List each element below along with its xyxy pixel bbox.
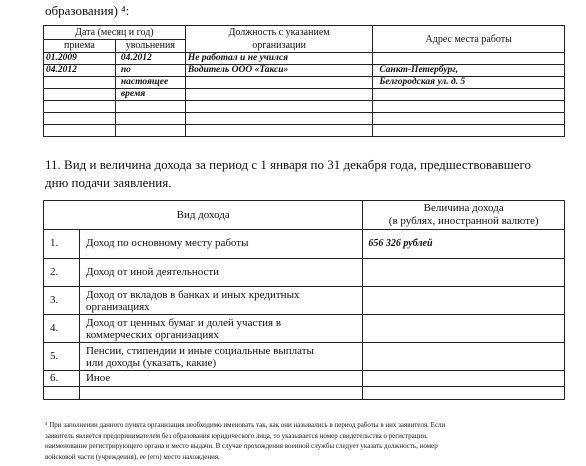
header-dates: Дата (месяц и год) bbox=[44, 26, 186, 40]
income-row5-type-line1: Пенсии, стипендии и иные социальные выплаты bbox=[85, 345, 314, 357]
income-row5-type bbox=[79, 343, 362, 371]
row2-fire-line1: по bbox=[115, 65, 185, 77]
income-row6-num: 6. bbox=[44, 371, 80, 387]
table-row bbox=[44, 113, 565, 125]
income-row2-num: 2. bbox=[44, 259, 80, 287]
income-row6-type: Иное bbox=[79, 371, 362, 387]
row1-position: Не работал и не учился bbox=[185, 53, 373, 65]
table-row bbox=[44, 125, 565, 137]
header-income-amount bbox=[363, 201, 565, 230]
income-row2-amount bbox=[363, 259, 565, 287]
income-row5-amount bbox=[363, 343, 565, 371]
table-row bbox=[44, 287, 565, 315]
header-position bbox=[185, 26, 373, 53]
income-row1-type: Доход по основному месту работы bbox=[79, 230, 362, 259]
footnote-line3: наименование регистрирующего органа и место выдачи. В случае прохождения военной службы следует указать должность, номер bbox=[45, 442, 438, 450]
table-row bbox=[44, 387, 565, 400]
footnote-line4: войсковой части (учреждения), ее (его) место нахождения. bbox=[45, 452, 220, 461]
income-row1-amount: 656 326 рублей bbox=[363, 230, 565, 259]
income-row5-num: 5. bbox=[44, 343, 80, 371]
row1-hire: 01.2009 bbox=[44, 53, 116, 65]
income-row3-amount bbox=[363, 287, 565, 315]
row1-fire: 04.2012 bbox=[115, 53, 185, 65]
top-text: образования) ⁴: bbox=[45, 3, 130, 18]
income-row4-type-line1: Доход от ценных бумаг и долей участия в bbox=[85, 317, 282, 329]
income-row4-num: 4. bbox=[44, 315, 80, 343]
income-row5-type-line2: или доходы (указать, какие) bbox=[85, 357, 217, 369]
income-row6-amount bbox=[363, 371, 565, 387]
income-row1-num: 1. bbox=[44, 230, 80, 259]
income-row4-type bbox=[79, 315, 362, 343]
header-position-line2: организации bbox=[252, 40, 306, 51]
table-row bbox=[44, 343, 565, 371]
row2-position: Водитель ООО «Такси» bbox=[185, 65, 373, 77]
footnote bbox=[45, 420, 445, 462]
section11-line1: 11. Вид и величина дохода за период с 1 января по 31 декабря года, предшествовавшего bbox=[45, 157, 532, 172]
header-position-line1: Должность с указанием bbox=[228, 27, 330, 38]
row2-address-line1: Санкт-Петербург, bbox=[373, 65, 565, 77]
employment-table bbox=[43, 25, 565, 137]
income-row3-type-line2: организациях bbox=[85, 301, 150, 313]
table-row bbox=[44, 89, 565, 101]
header-hire: приема bbox=[44, 40, 116, 53]
row2-address-line2: Белгородская ул. д. 5 bbox=[373, 77, 565, 89]
header-income-type: Вид дохода bbox=[44, 201, 363, 230]
row2-hire: 04.2012 bbox=[44, 65, 116, 77]
footnote-line2: заявитель является предпринимателем без образования юридического лица, то указывается номер свидетельства о регистрации, bbox=[45, 431, 428, 440]
footnote-line1: ⁴ При заполнении данного пункта организация необходимо именовать так, как они назывались в период работы в них заявителя. Если bbox=[45, 421, 446, 429]
section11-line2: дню подачи заявления. bbox=[45, 175, 172, 190]
income-row4-type-line2: коммерческих организациях bbox=[85, 329, 219, 341]
table-row bbox=[44, 371, 565, 387]
table-row bbox=[44, 315, 565, 343]
header-fire: увольнения bbox=[115, 40, 185, 53]
header-amount-line1: Величина дохода bbox=[423, 202, 504, 214]
table-row bbox=[44, 77, 565, 89]
table-row bbox=[44, 53, 565, 65]
row2-fire-line2: настоящее bbox=[115, 77, 185, 89]
header-address: Адрес места работы bbox=[373, 26, 565, 53]
table-row bbox=[44, 65, 565, 77]
table-row bbox=[44, 101, 565, 113]
row2-fire-line3: время bbox=[115, 89, 185, 101]
income-row2-type: Доход от иной деятельности bbox=[79, 259, 362, 287]
income-row3-num: 3. bbox=[44, 287, 80, 315]
income-row3-type-line1: Доход от вкладов в банках и иных кредитных bbox=[85, 289, 300, 301]
row1-address bbox=[373, 53, 565, 65]
income-row3-type bbox=[79, 287, 362, 315]
income-row4-amount bbox=[363, 315, 565, 343]
header-amount-line2: (в рублях, иностранной валюте) bbox=[388, 215, 539, 227]
table-row bbox=[44, 259, 565, 287]
income-table bbox=[43, 200, 565, 400]
table-row bbox=[44, 230, 565, 259]
